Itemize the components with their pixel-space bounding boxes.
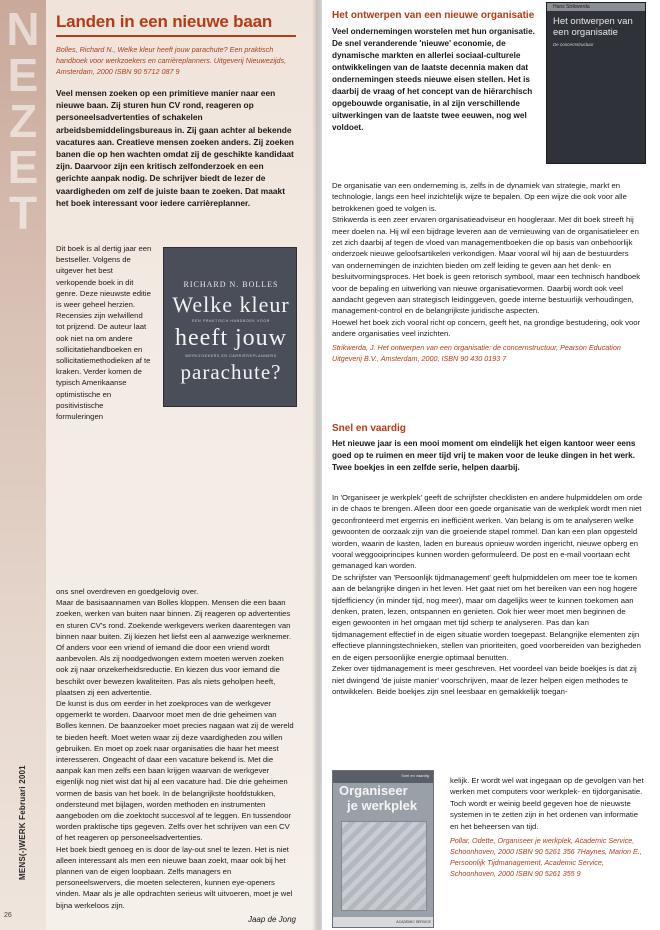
article-body (332, 180, 642, 364)
side-band-letter: Z (8, 95, 38, 147)
body-paragraph: De organisatie van een onderneming is, zelfs in de dynamiek van strategie, markt en technologie, langs een heel inzichtelijk wijze te bepalen. Op een wijze die ook voor alle betrokkenen goed te volgen is. (332, 181, 627, 213)
side-band-letter: E (7, 49, 39, 101)
body-paragraph: Het boek biedt genoeg en is door de lay-out snel te lezen. Het is niet alleen interessant als men een nieuwe baan zoekt, maar ook bij het plannen van de eigen loopbaan. Zelfs managers en personeelswervers, die moeten selecteren, kunnen eye-openers vinden. Maar als je alle opdrachten serieus wilt uitvoeren, moet je wel bijna werkeloos zijn. (56, 844, 293, 910)
book-cover-parachute (163, 247, 297, 407)
body-paragraph: Zeker over tijdmanagement is meer geschreven. Het voordeel van beide boekjes is dat zij niet dwingend 'de juiste manier' voorschrijven, maar de lezer helpen eigen methodes te ontwikkelen. Beide boekjes zijn snel leesbaar en gemakkelijk toegan- (332, 664, 637, 696)
title-rule (56, 35, 296, 37)
book-citation: Pollar, Odette, Organiseer je werkplek, Academic Service, Schoonhoven, 2000 ISBN 90 5261 356 7Haynes, Marion E., Persoonlijk Tijdmanagement, Academic Service, Schoonhoven, 2000 ISBN 90 5261 355 9 (450, 836, 642, 879)
right-article-header (332, 10, 542, 134)
book-cover-author: Hans Strikwerda (553, 4, 590, 10)
book-cover-subtitle: De concernstructuur (553, 42, 594, 47)
book-cover-author: RICHARD N. BOLLES (183, 280, 279, 289)
side-band-letter: T (8, 187, 38, 239)
section-body (332, 492, 644, 697)
author-signature: Jaap de Jong (247, 914, 296, 924)
book-cover-organisatie (546, 2, 646, 164)
page-number: 26 (4, 912, 12, 919)
article-body (56, 586, 296, 925)
book-cover-subtitle: WERKZOEKERS EN CARRIÈREPLANNERS (185, 354, 277, 358)
body-paragraph: De kunst is dus om eerder in het zoekproces van de werkgever opgemerkt te worden. Daarvoor moet men de drie geheimen van Bolles kennen. De baanzoeker moet precies nagaan wat zij de wereld te bieden heeft. Moet weten waar zij deze vaardigheden zou willen gebruiken. En moet op zoek naar organisaties die haar het meest interesseren. Ongeacht of daar een vacature bekend is. Met die aanpak kan men zelfs een baan krijgen waarvan de werkgever eigenlijk nog niet wist dat hij al een vacature had. Die drie geheimen vormen de basis van het boek. In de belangrijkste hoofdstukken, ondersteund met bijlagen, worden methoden en instrumenten aangeboden om die zoektocht succesvol af te leggen. En tussendoor worden praktische tips gegeven. Zelfs over het schrijven van een CV of het reageren op personeelsadvertenties. (56, 699, 294, 843)
section-heading: Snel en vaardig (332, 423, 406, 434)
book-cover-werkplek (332, 770, 434, 928)
side-band-letter: E (7, 141, 39, 193)
magazine-footer: MENS(-)WERK Februari 2001 (18, 765, 27, 880)
article-lead: Veel mensen zoeken op een primitieve manier naar een nieuwe baan. Zij sturen hun CV rond, reageren op personeelsadvertenties of schakelen arbeidsbemiddelingsbureaus in. Zij gaan achter al bekende vacatures aan. Creatieve mensen zoeken anders. Zij zoeken banen die op hen wachten omdat zij de geschikte kandidaat zijn. Daarvoor zijn een kritisch zelfonderzoek en een gerichte aanpak nodig. De schrijver biedt de lezer de vaardigheden om zelf de juiste baan te zoeken. Dat maakt het boek interessant voor iedere carrièreplanner. (56, 88, 294, 208)
book-cover-publisher: ACADEMIC SERVICE (333, 917, 434, 927)
body-paragraph: Strikwerda is een zeer ervaren organisatieadviseur en hoogleraar. Met dit boek streeft hij meer doelen na. Hij wil een bijdrage leveren aan de vernieuwing van de organisatieleer en zet zich daarbij af tegen de vloed van managementboeken die op basis van onbehoorlijk onderzoek nieuwe geloofsartikelen verkondigen. Maar vooral wil hij aan de bestuurders van ondernemingen de inzichten bieden om zelf leiding te geven aan het denk- en besluitvormingsproces. Het boek is geen retorisch symbool, maar een technisch handboek voor de bepaling en uitwerking van nieuwe organisatievormen. Daarbij wordt ook veel aandacht gegeven aan strategisch leidinggeven, goede interne bestuurlijk verhoudingen, management-control en de belangrijkste juridische aspecten. (332, 215, 641, 316)
body-paragraph: Hoewel het boek zich vooral richt op concern, geeft het, na grondige bestudering, ook voor andere organisaties veel inzichten. (332, 317, 641, 339)
left-article-header (56, 12, 294, 209)
body-paragraph: Maar de basisaannamen van Bolles kloppen. Mensen die een baan zoeken, werken van buiten naar binnen. Zij reageren op advertenties en sturen CV's rond. Zoekende werkgevers werken daarentegen van binnen naar buiten. Zij kiezen het liefst een al aanwezige werknemer. Of anders voor een vriend of iemand die door een vriend wordt aanbevolen. Als zij noodgedwongen extern moeten werven zoeken ook zij naar onzekerheidsreductie. En kiezen dus voor iemand die beschikt over bewezen kwaliteiten. Pas als niets geholpen heeft, plaatsen zij een advertentie. (56, 598, 292, 697)
section-header (332, 423, 648, 474)
left-page (0, 0, 318, 930)
book-citation: Bolles, Richard N., Welke kleur heeft jouw parachute? Een praktisch handboek voor werkzoekers en carrièreplanners. Uitgeverij Nieuwezijds, Amsterdam, 2000 ISBN 90 5712 087 9 (56, 45, 287, 76)
book-cover-subtitle: EEN PRAKTISCH HANDBOEK VOOR (192, 319, 270, 323)
article-title: Landen in een nieuwe baan (56, 12, 273, 31)
body-paragraph: De schrijfster van 'Persoonlijk tijdmanagement' geeft hulpmiddelen om meer toe te komen aan de belangrijke dingen in het leven. Het gaat niet om het bereiken van een nog hogere tijdefficiency (in minder tijd, nog meer), maar om dagelijks weer te kunnen toekomen aan denken, praten, lezen, ontspannen en genieten. Ook hier weer moet men beginnen de eigen gewoonten in het omgaan met tijd scherp te analyseren. Pas dan kan tijdmanagement effectief in de eigen situatie worden toegepast. Belangrijke elementen zijn effectieve planningstechnieken, stellen van prioriteiten, goed voorbereiden van bezigheden en de eigen persoonlijke energie optimaal benutten. (332, 572, 641, 662)
side-band-letter: N (6, 3, 40, 55)
article-heading: Het ontwerpen van een nieuwe organisatie (332, 10, 535, 21)
body-paragraph: ons snel overdreven en goedgelovig over. (56, 587, 199, 596)
right-page (322, 0, 660, 930)
body-paragraph: Dit boek is al dertig jaar een bestseller. Volgens de uitgever het best verkopende boek in dit genre. Deze nieuwste editie is weer geheel herzien. Recensies zijn welwillend tot prijzend. De auteur laat ook niet na om andere sollicitatiehandboeken en sollicitatiemethodieken af te kraken. Verder komen de typisch Amerikaanse optimistische en positivistische formuleringen (56, 244, 152, 422)
side-band-word (0, 3, 52, 239)
article-lead: Veel ondernemingen worstelen met hun organisatie. De snel veranderende 'nieuwe' economie, de dynamische markten en allerlei sociaal-culturele ontwikkelingen van de laatste decennia maken dat ondernemingen steeds nieuwe eisen stellen. Het is daarbij de vraag of het concept van de hiërarchisch opgebouwde organisatie, in al zijn verschillende uitwerkingen van de laatste twee eeuwen, nog wel voldoet. (332, 27, 535, 132)
article-body-column (56, 243, 152, 422)
book-cover-title-line: Organiseer (339, 783, 408, 798)
book-citation: Strikwerda, J. Het ontwerpen van een organisatie: de concernstructuur, Pearson Education Uitgeverij B.V., Amsterdam, 2000, ISBN 90 430 0193 7 (332, 342, 621, 363)
book-cover-title-line: heeft jouw (175, 325, 287, 351)
body-paragraph: kelijk. Er wordt wel wat ingegaan op de gevolgen van het werken met computers voor werkplek- en tijdorganisatie. Toch wordt er weinig beeld gegeven hoe de nieuwste systemen in te zetten zijn in het ordenen van informatie en het beheersen van tijd. (450, 776, 644, 831)
book-cover-illustration (341, 821, 427, 911)
book-series-tag: Snel en vaardig (401, 773, 429, 778)
book-cover-title-line: Welke kleur (172, 292, 290, 317)
book-cover-title: Het ontwerpen van een organisatie (553, 16, 633, 38)
book-cover-title-line: parachute? (180, 360, 282, 384)
body-paragraph: In 'Organiseer je werkplek' geeft de schrijfster checklisten en andere hulpmiddelen om orde in de chaos te brengen. Alleen door een goede organisatie van de werkplek wordt men niet geconfronteerd met ergernis en inefficiënt werken. Van belang is om te analyseren welke gewoonten de oorzaak zijn van die groeiende stapel rommel. Dan kan een plan opgesteld worden, waarin de kasten, laden en bureaus opnieuw worden ingericht, nieuwe opberg en vooral weggooiprincipes kunnen worden geformuleerd. De post en e-mail voortaan echt gemanaged kan worden. (332, 493, 643, 571)
section-lead: Het nieuwe jaar is een mooi moment om eindelijk het eigen kantoor weer eens goed op te ruimen en meer tijd vrij te maken voor de leuke dingen in het werk. Twee boekjes in een zelfde serie, helpen daarbij. (332, 439, 636, 472)
section-body-continued (450, 775, 646, 879)
book-cover-title-line: je werkplek (347, 798, 418, 813)
